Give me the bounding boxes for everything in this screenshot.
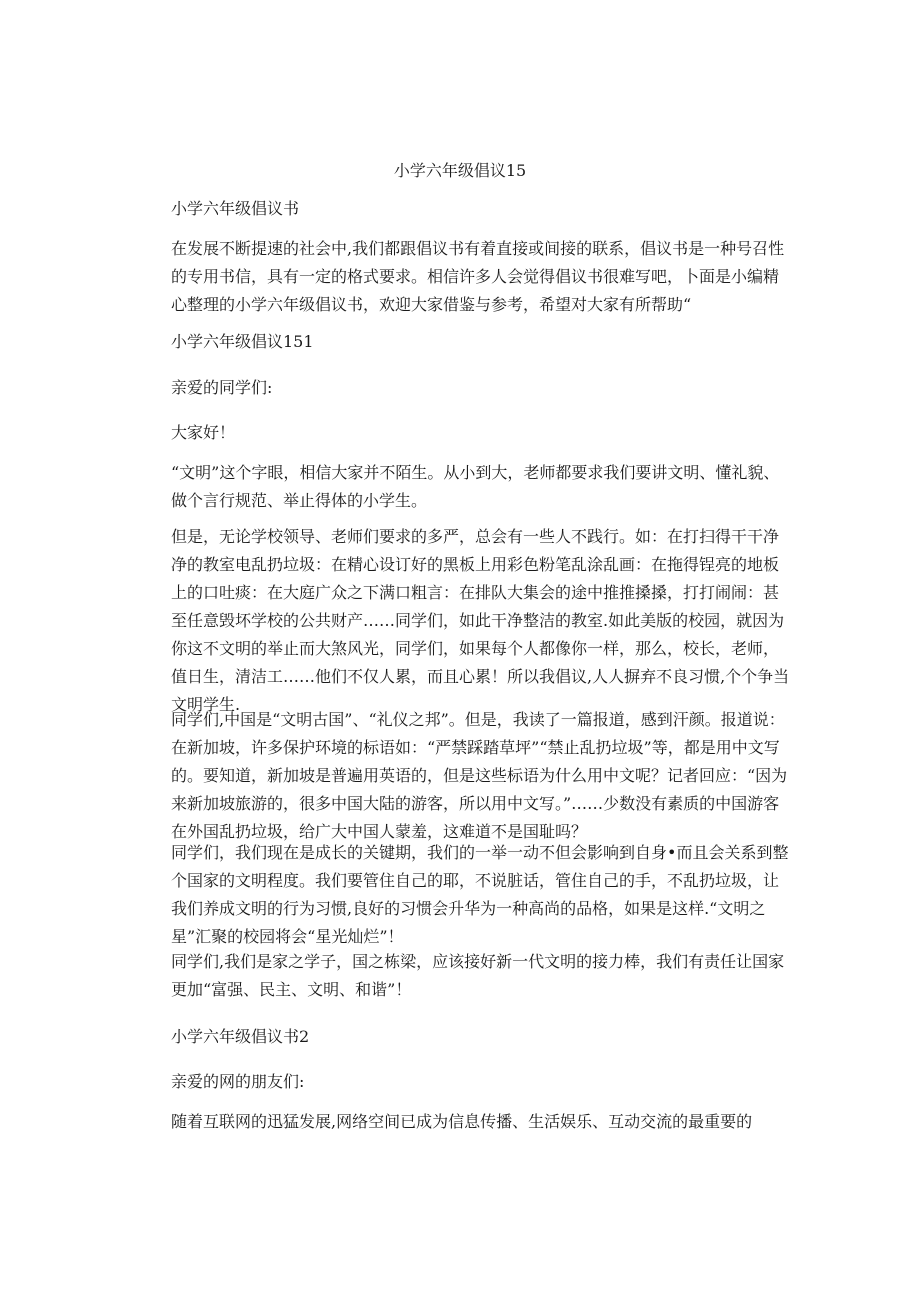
intro-text: 在发展不断提速的社会中,我们都跟倡议书有着直接或间接的联系，倡议书是一种号召性的专用书信，具有一定的格式要求。相信许多人会觉得倡议书很难写吧，卜面是小编精心整理的小学六年级倡议书，欢迎大家借鉴与参考，希望对大家有所帮助“ [171,239,785,314]
section1-paragraph: 同学们,中国是“文明古国”、“礼仪之邦”。但是，我读了一篇报道，感到汗颜。报道说：在新加坡，许多保护环境的标语如：“严禁踩踏草坪”“禁止乱扔垃圾”等，都是用中文写的。要知道，新加坡是普遍用英语的，但是这些标语为什么用中文呢？记者回应：“因为来新加坡旅游的，很多中国大陆的游客，所以用中文写。”……少数没有素质的中国游客在外国乱扔垃圾，给广大中国人蒙羞，这难道不是国耻吗？ [171,710,788,841]
document-title: 小学六年级倡议15 [393,161,527,180]
document-subtitle: 小学六年级倡议书 [171,199,300,218]
section1-paragraph: 同学们,我们是家之学子，国之栋梁，应该接好新一代文明的接力棒，我们有责任让国家更加“富强、民主、文明、和谐”！ [171,952,785,999]
section1-paragraph: 同学们，我们现在是成长的关键期，我们的一举一动不但会影响到自身•而且会关系到整个国家的文明程度。我们要管住自己的耶，不说脏话，管住自己的手，不乱扔垃圾，让我们养成文明的行为习惯,良好的习惯会升华为一种高尚的品格，如果是这样.“文明之星”汇聚的校园将会“星光灿烂”！ [171,843,789,946]
section1-greeting: 大家好！ [171,423,236,442]
section1-paragraph: “文明”这个字眼，相信大家并不陌生。从小到大，老师都要求我们要讲文明、懂礼貌、做个言行规范、举止得体的小学生。 [171,463,780,510]
section2-heading: 小学六年级倡议书2 [171,1027,310,1046]
section1-paragraph: 但是，无论学校领导、老师们要求的多严，总会有一些人不践行。如：在打扫得干干净净的教室电乱扔垃圾：在精心设订好的黑板上用彩色粉笔乱涂乱画：在拖得锃亮的地板上的口吐痰：在大庭广众之下满口粗言：在排队大集会的途中推推搡搡，打打闹闹：甚至任意毁坏学校的公共财产……同学们，如此干净整洁的教室.如此美版的校园，就因为你这不文明的举止而大煞风光，同学们，如果每个人都像你一样，那么，校长，老师，值日生，清洁工……他们不仅人累，而且心累！所以我倡议,人人摒弃不良习惯,个个争当文明学生. [171,527,790,714]
section2-paragraph: 随着互联网的迅猛发展,网络空间已成为信息传播、生活娱乐、互动交流的最重要的 [171,1112,753,1131]
section2-salutation: 亲爱的网的朋友们: [171,1072,305,1091]
section1-salutation: 亲爱的同学们: [171,378,273,397]
intro-paragraph [171,235,791,319]
section1-heading: 小学六年级倡议151 [171,332,314,351]
